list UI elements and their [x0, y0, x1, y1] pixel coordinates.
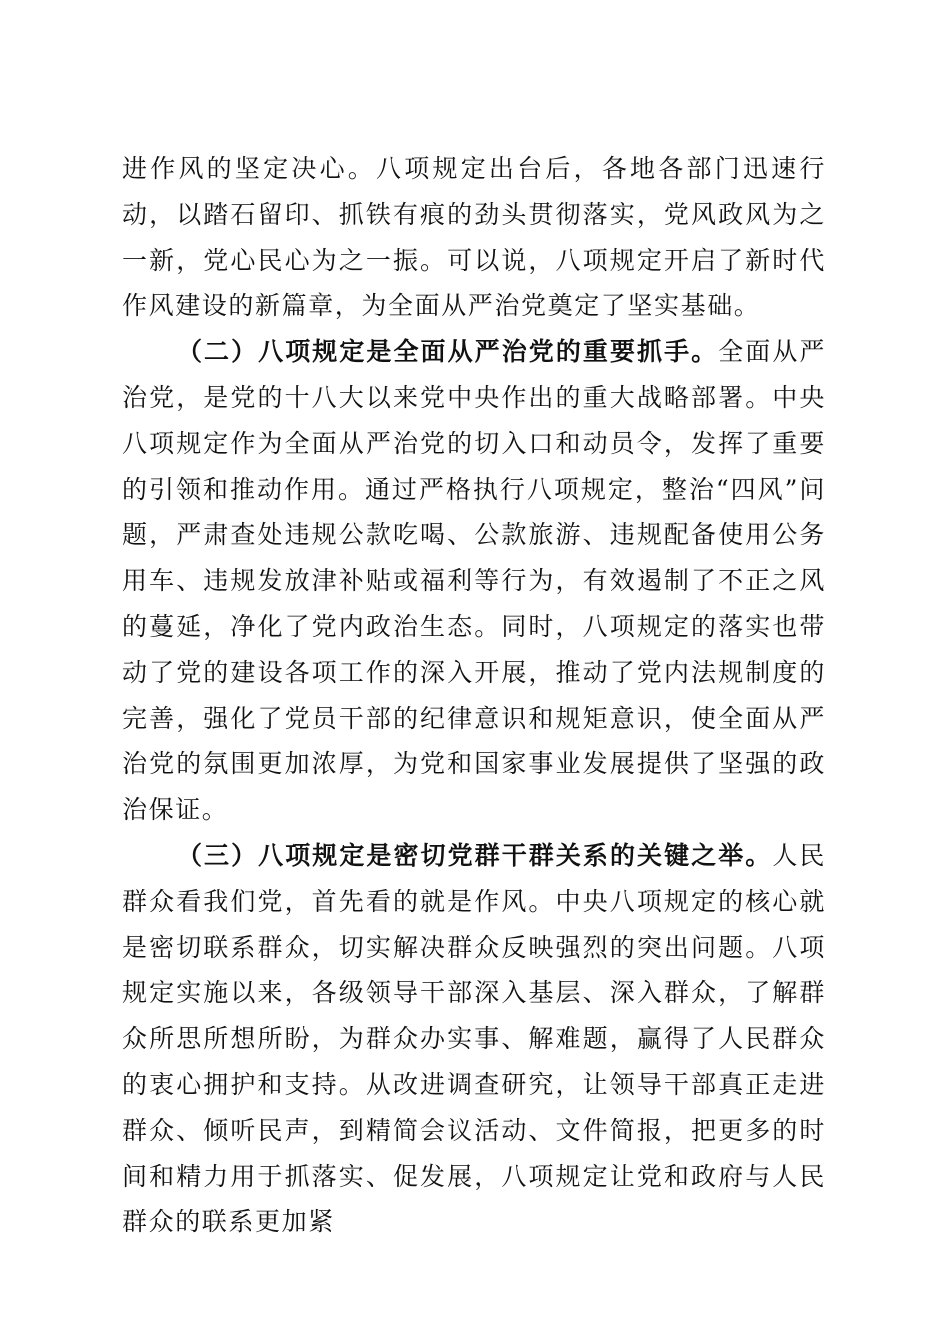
paragraph-section-2	[122, 329, 826, 833]
document-page	[122, 146, 826, 1245]
paragraph-section-3	[122, 833, 826, 1245]
paragraph-text: 全面从严治党，是党的十八大以来党中央作出的重大战略部署。中央八项规定作为全面从严治党的切入口和动员令，发挥了重要的引领和推动作用。通过严格执行八项规定，整治“四风”问题，严肃查处违规公款吃喝、公款旅游、违规配备使用公务用车、违规发放津补贴或福利等行为，有效遏制了不正之风的蔓延，净化了党内政治生态。同时，八项规定的落实也带动了党的建设各项工作的深入开展，推动了党内法规制度的完善，强化了党员干部的纪律意识和规矩意识，使全面从严治党的氛围更加浓厚，为党和国家事业发展提供了坚强的政治保证。	[122, 337, 826, 825]
paragraph-text: 人民群众看我们党，首先看的就是作风。中央八项规定的核心就是密切联系群众，切实解决群众反映强烈的突出问题。八项规定实施以来，各级领导干部深入基层、深入群众，了解群众所思所想所盼，为群众办实事、解难题，赢得了人民群众的衷心拥护和支持。从改进调查研究，让领导干部真正走进群众、倾听民声，到精简会议活动、文件简报，把更多的时间和精力用于抓落实、促发展，八项规定让党和政府与人民群众的联系更加紧	[122, 840, 827, 1237]
paragraph-text: 进作风的坚定决心。八项规定出台后，各地各部门迅速行动，以踏石留印、抓铁有痕的劲头贯彻落实，党风政风为之一新，党心民心为之一振。可以说，八项规定开启了新时代作风建设的新篇章，为全面从严治党奠定了坚实基础。	[122, 154, 826, 321]
paragraph-continuation	[122, 146, 826, 329]
section-heading: （三）八项规定是密切党群干群关系的关键之举。	[177, 840, 773, 870]
section-heading: （二）八项规定是全面从严治党的重要抓手。	[177, 337, 719, 367]
